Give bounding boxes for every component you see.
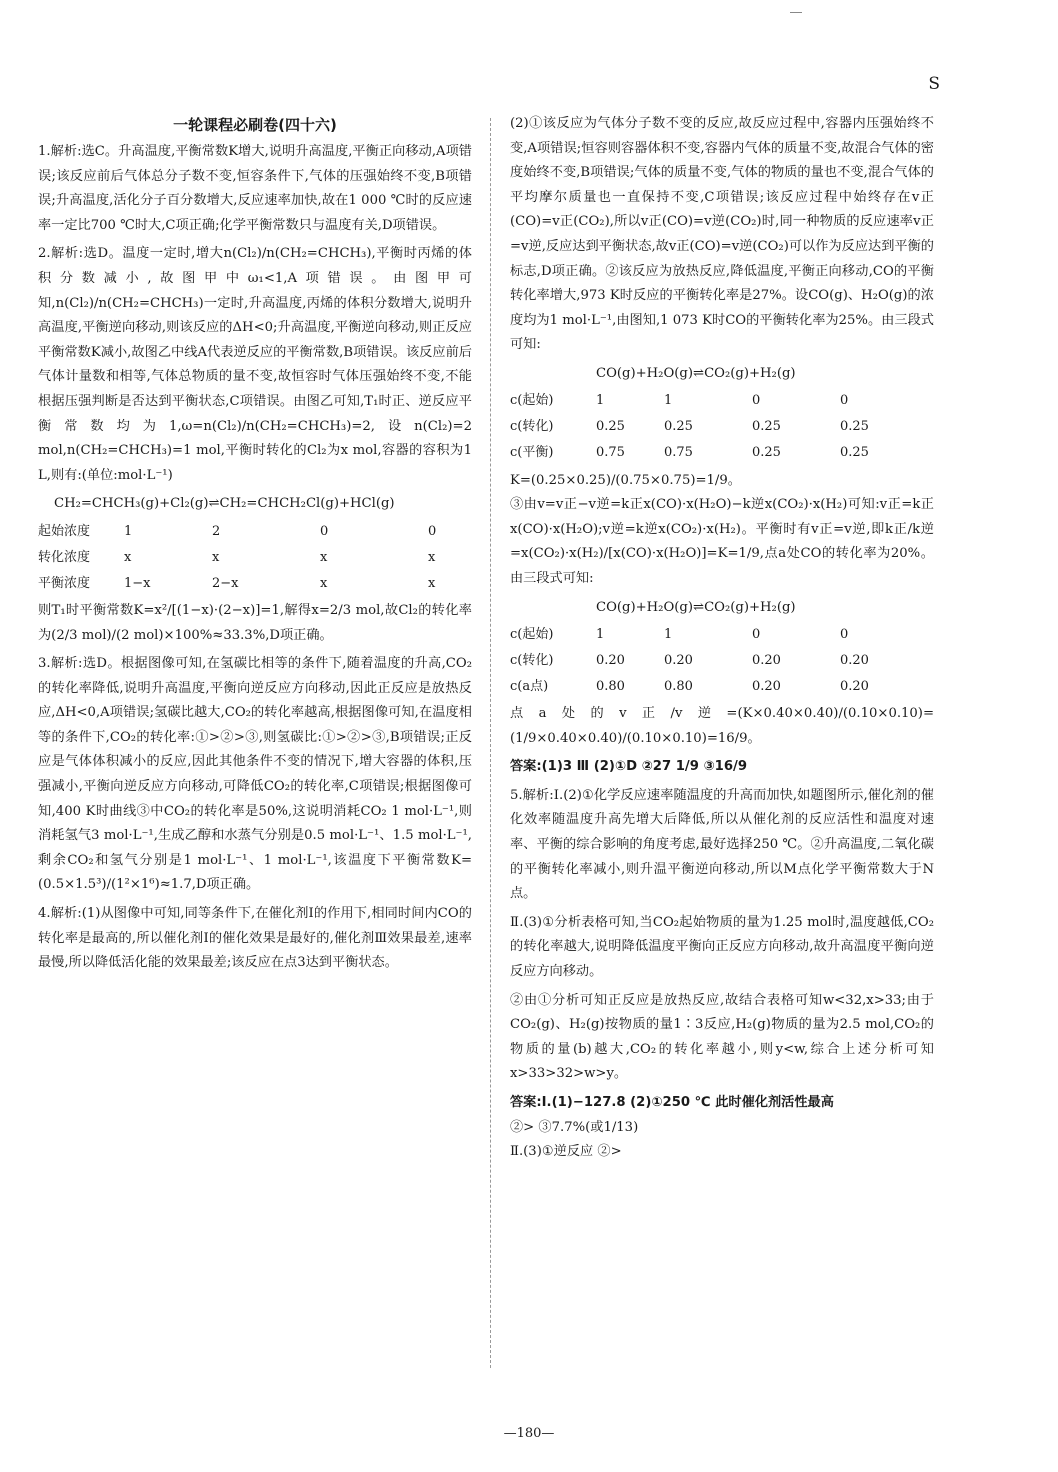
answer-5-part-2: Ⅱ.(3)①分析表格可知,当CO₂起始物质的量为1.25 mol时,温度越低,CO₂的转化率越大,说明降低温度平衡向正反应方向移动,故升高温度平衡向逆反应方向移动。 (510, 914, 934, 980)
table-cell: c(转化) (510, 419, 554, 435)
answer-key-5-c: Ⅱ.(3)①逆反应 ②> (510, 1144, 622, 1160)
table-cell: 0 (320, 523, 329, 539)
page-number: —180— (503, 1426, 555, 1441)
equilibrium-constant-1: K=(0.25×0.25)/(0.75×0.75)=1/9。 (510, 472, 741, 488)
table-cell: 2 (212, 523, 221, 539)
answer-5: 5.解析:Ⅰ.(2)①化学反应速率随温度的升高而加快,如题图所示,催化剂的催化效率随温度升高先增大后降低,所以从催化剂的反应活性和温度对速率、平衡的综合影响的角度考虑,最好选择250 ℃。②升高温度,二氧化碳的平衡转化率减小,则升温平衡逆向移动,所以M点化学平衡常数大于N点。 (510, 787, 934, 902)
table-cell: 0 (840, 393, 849, 409)
table-row (510, 389, 877, 415)
table-cell: 0.25 (752, 419, 781, 435)
table-cell: 0 (428, 523, 437, 539)
table-cell: x (124, 549, 132, 565)
table-cell: 0.25 (664, 419, 693, 435)
table-row (510, 415, 877, 441)
right-column (510, 112, 934, 1165)
table-row (510, 648, 877, 674)
answer-4-part-2: (2)①该反应为气体分子数不变的反应,故反应过程中,容器内压强始终不变,A项错误;恒容则容器体积不变,容器内气体的质量不变,故混合气体的密度始终不变,B项错误;气体的质量不变,气体的物质的量也不变,混合气体的平均摩尔质量也一直保持不变,C项错误;该反应过程中始终存在v正(CO)=v正(CO₂),所以v正(CO)=v逆(CO₂)时,同一种物质的反应速率v正=v逆,反应达到平衡状态,故v正(CO)=v逆(CO₂)可以作为反应达到平衡的标志,D项正确。②该反应为放热反应,降低温度,平衡正向移动,CO的平衡转化率增大,973 K时反应的平衡转化率是27%。设CO(g)、H₂O(g)的浓度均为1 mol·L⁻¹,由图知,1 073 K时CO的平衡转化率为25%。由三段式可知: (510, 116, 934, 353)
table-cell: x (212, 549, 220, 565)
left-column (38, 112, 472, 980)
equation-2: CO(g)+H₂O(g)⇌CO₂(g)+H₂(g) (596, 599, 796, 615)
table-cell: 1 (596, 626, 605, 642)
table-cell: 0.25 (596, 419, 625, 435)
answer-2-table (38, 519, 444, 597)
table-cell: 1 (664, 393, 673, 409)
answer-5-part-3: ②由①分析可知正反应是放热反应,故结合表格可知w<32,x>33;由于CO₂(g)、H₂(g)按物质的量1∶3反应,H₂(g)物质的量为2.5 mol,CO₂的物质的量(b)越大,CO₂的转化率越小,则y<w,综合上述分析可知x>33>32>w>y。 (510, 992, 934, 1082)
answer-key-5-a: 答案:Ⅰ.(1)−127.8 (2)①250 ℃ 此时催化剂活性最高 (510, 1095, 834, 1110)
table-cell: 起始浓度 (38, 523, 91, 539)
table-cell: c(a点) (510, 678, 549, 694)
answer-2-equation: CH₂=CHCH₃(g)+Cl₂(g)⇌CH₂=CHCH₂Cl(g)+HCl(g) (54, 496, 395, 512)
table-cell: 0.25 (840, 445, 869, 461)
answer-key-4: 答案:(1)3 Ⅲ (2)①D ②27 1/9 ③16/9 (510, 759, 748, 775)
table-cell: 1 (124, 523, 133, 539)
table-cell: 0.20 (840, 678, 869, 694)
table-cell: 0.75 (596, 445, 625, 461)
three-stage-table-2 (510, 622, 877, 700)
table-cell: c(起始) (510, 626, 554, 642)
table-cell: 0.20 (664, 652, 693, 668)
table-cell: 0.25 (752, 445, 781, 461)
table-cell: 1 (664, 626, 673, 642)
answer-1: 1.解析:选C。升高温度,平衡常数K增大,说明升高温度,平衡正向移动,A项错误;该反应前后气体总分子数不变,恒容条件下,气体的压强始终不变,B项错误;升高温度,活化分子百分数增大,反应速率加快,故在1 000 ℃时的反应速率一定比700 ℃时大,C项正确;化学平衡常数只与温度有关,D项错误。 (38, 144, 472, 233)
table-cell: c(起始) (510, 393, 554, 409)
table-row (38, 519, 444, 545)
table-row (38, 571, 444, 597)
answer-key-5-b: ②> ③7.7%(或1/13) (510, 1119, 639, 1135)
table-cell: x (320, 575, 328, 591)
column-divider (490, 118, 491, 1368)
table-cell: 1 (596, 393, 605, 409)
table-cell: 0.20 (840, 652, 869, 668)
answer-4: 4.解析:(1)从图像中可知,同等条件下,在催化剂Ⅰ的作用下,相同时间内CO的转化率是最高的,所以催化剂Ⅰ的催化效果是最好的,催化剂Ⅲ效果最差,速率最慢,所以降低活化能的效果最差;该反应在点3达到平衡状态。 (38, 906, 472, 971)
table-cell: 0.75 (664, 445, 693, 461)
table-cell: 0 (752, 393, 761, 409)
table-cell: 1−x (124, 575, 151, 591)
answer-3: 3.解析:选D。根据图像可知,在氢碳比相等的条件下,随着温度的升高,CO₂的转化率降低,说明升高温度,平衡向逆反应方向移动,因此正反应是放热反应,ΔH<0,A项错误;氢碳比越大,CO₂的转化率越高,根据图像可知,在温度相等的条件下,CO₂的转化率:①>②>③,则氢碳比:①>②>③,B项错误;正反应是气体体积减小的反应,因此其他条件不变的情况下,增大容器的体积,压强减小,平衡向逆反应方向移动,可降低CO₂的转化率,C项错误;根据图像可知,400 K时曲线③中CO₂的转化率是50%,这说明消耗CO₂ 1 mol·L⁻¹,则消耗氢气3 mol·L⁻¹,生成乙醇和水蒸气分别是0.5 mol·L⁻¹、1.5 mol·L⁻¹,剩余CO₂和氢气分别是1 mol·L⁻¹、1 mol·L⁻¹,该温度下平衡常数K=(0.5×1.5³)/(1²×1⁶)≈1.7,D项正确。 (38, 656, 472, 893)
answer-2-part-a: 2.解析:选D。温度一定时,增大n(Cl₂)/n(CH₂=CHCH₃),平衡时丙烯的体积分数减小,故图甲中ω₁<1,A项错误。由图甲可知,n(Cl₂)/n(CH₂=CHCH₃)一定时,升高温度,丙烯的体积分数增大,说明升高温度,平衡逆向移动,则该反应的ΔH<0;升高温度,平衡逆向移动,则正反应平衡常数K减小,故图乙中线A代表逆反应的平衡常数,B项错误。该反应前后气体计量数和相等,气体总物质的量不变,故恒容时气体压强始终不变,不能根据压强判断是否达到平衡状态,C项错误。由图乙可知,T₁时正、逆反应平衡常数均为1,ω=n(Cl₂)/n(CH₂=CHCH₃)=2,设n(Cl₂)=2 mol,n(CH₂=CHCH₃)=1 mol,平衡时转化的Cl₂为x mol,容器的容积为1 L,则有:(单位:mol·L⁻¹) (38, 246, 472, 483)
equation-1: CO(g)+H₂O(g)⇌CO₂(g)+H₂(g) (596, 365, 796, 381)
table-cell: 0.20 (752, 678, 781, 694)
table-row (510, 441, 877, 467)
table-row (510, 622, 877, 648)
table-cell: x (428, 575, 436, 591)
page-title: 一轮课程必刷卷(四十六) (173, 116, 337, 134)
rate-ratio: 点a处的v正/v逆=(K×0.40×0.40)/(0.10×0.10)=(1/9×0.40×0.40)/(0.10×0.10)=16/9。 (510, 706, 934, 746)
answer-4-part-3: ③由v=v正−v逆=k正x(CO)·x(H₂O)−k逆x(CO₂)·x(H₂)可知:v正=k正x(CO)·x(H₂O);v逆=k逆x(CO₂)·x(H₂)。平衡时有v正=v逆,即k正/k逆=x(CO₂)·x(H₂)/[x(CO)·x(H₂O)]=K=1/9,点a处CO的转化率为20%。由三段式可知: (510, 497, 934, 586)
corner-mark: S (928, 74, 940, 94)
table-cell: 转化浓度 (38, 549, 91, 565)
table-row (510, 674, 877, 700)
table-row (38, 545, 444, 571)
table-cell: c(平衡) (510, 445, 554, 461)
table-cell: 2−x (212, 575, 239, 591)
table-cell: x (320, 549, 328, 565)
table-cell: 0 (840, 626, 849, 642)
table-cell: c(转化) (510, 652, 554, 668)
table-cell: 0.20 (596, 652, 625, 668)
table-cell: 0.80 (664, 678, 693, 694)
top-dash (790, 12, 802, 13)
table-cell: 0.20 (752, 652, 781, 668)
answer-2-part-b: 则T₁时平衡常数K=x²/[(1−x)·(2−x)]=1,解得x=2/3 mol,故Cl₂的转化率为(2/3 mol)/(2 mol)×100%≈33.3%,D项正确。 (38, 602, 472, 643)
table-cell: 0.80 (596, 678, 625, 694)
table-cell: 0.25 (840, 419, 869, 435)
table-cell: 平衡浓度 (38, 575, 91, 591)
table-cell: x (428, 549, 436, 565)
table-cell: 0 (752, 626, 761, 642)
three-stage-table-1 (510, 389, 877, 467)
